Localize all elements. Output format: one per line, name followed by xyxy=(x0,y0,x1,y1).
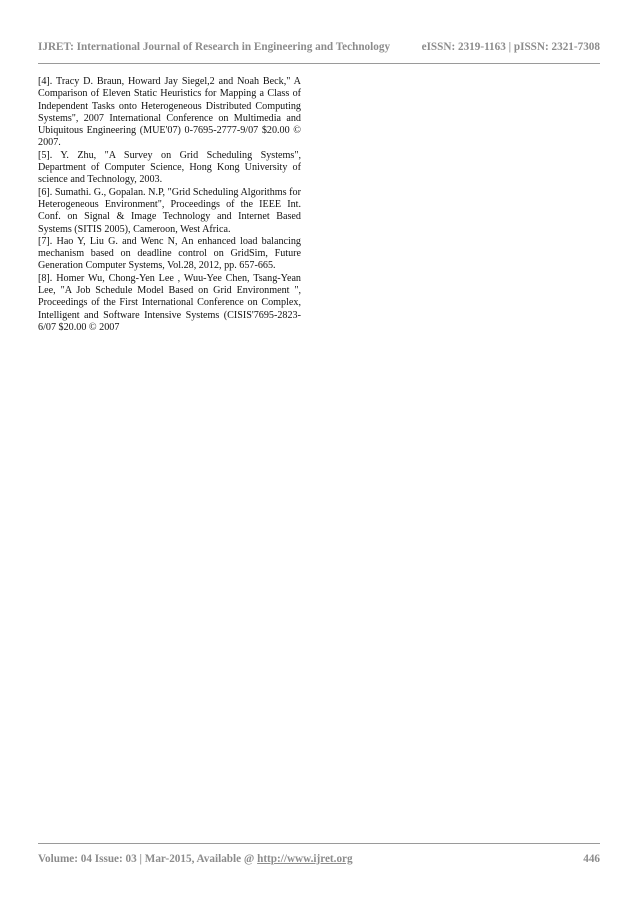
reference-item: [4]. Tracy D. Braun, Howard Jay Siegel,2 and Noah Beck," A Comparison of Eleven Static Heuristics for Mapping a Class of Independent Tasks onto Heterogeneous Distributed Computing Systems", 2007 International Conference on Multimedia and Ubiquitous Engineering (MUE'07) 0-7695-2777-9/07 $20.00 © 2007. xyxy=(38,76,301,149)
footer-divider xyxy=(38,843,600,844)
footer-volume-info xyxy=(38,852,353,866)
page-number: 446 xyxy=(583,853,600,865)
running-header xyxy=(38,40,600,54)
journal-title: IJRET: International Journal of Research in Engineering and Technology xyxy=(38,41,391,53)
volume-text: Volume: 04 Issue: 03 | Mar-2015, Available @ xyxy=(38,853,258,865)
running-footer xyxy=(38,852,600,866)
reference-item: [7]. Hao Y, Liu G. and Wenc N, An enhanced load balancing mechanism based on deadline control on GridSim, Future Generation Computer Systems, Vol.28, 2012, pp. 657-665. xyxy=(38,235,301,272)
reference-item: [6]. Sumathi. G., Gopalan. N.P, "Grid Scheduling Algorithms for Heterogeneous Environment", Proceedings of the IEEE Int. Conf. on Signal & Image Technology and Internet Based Systems (SITIS 2005), Cameroon, West Africa. xyxy=(38,186,301,235)
reference-list xyxy=(38,76,301,334)
reference-item: [5]. Y. Zhu, "A Survey on Grid Scheduling Systems", Department of Computer Science, Hong Kong University of science and Technology, 2003. xyxy=(38,149,301,186)
header-divider xyxy=(38,63,600,64)
reference-item: [8]. Homer Wu, Chong-Yen Lee , Wuu-Yee Chen, Tsang-Yean Lee, "A Job Schedule Model Based on Grid Environment ", Proceedings of the First International Conference on Complex, Intelligent and Software Intensive Systems (CISIS'7695-2823-6/07 $20.00 © 2007 xyxy=(38,272,301,333)
issn-label: eISSN: 2319-1163 | pISSN: 2321-7308 xyxy=(421,41,600,53)
journal-link[interactable]: http://www.ijret.org xyxy=(257,853,353,865)
